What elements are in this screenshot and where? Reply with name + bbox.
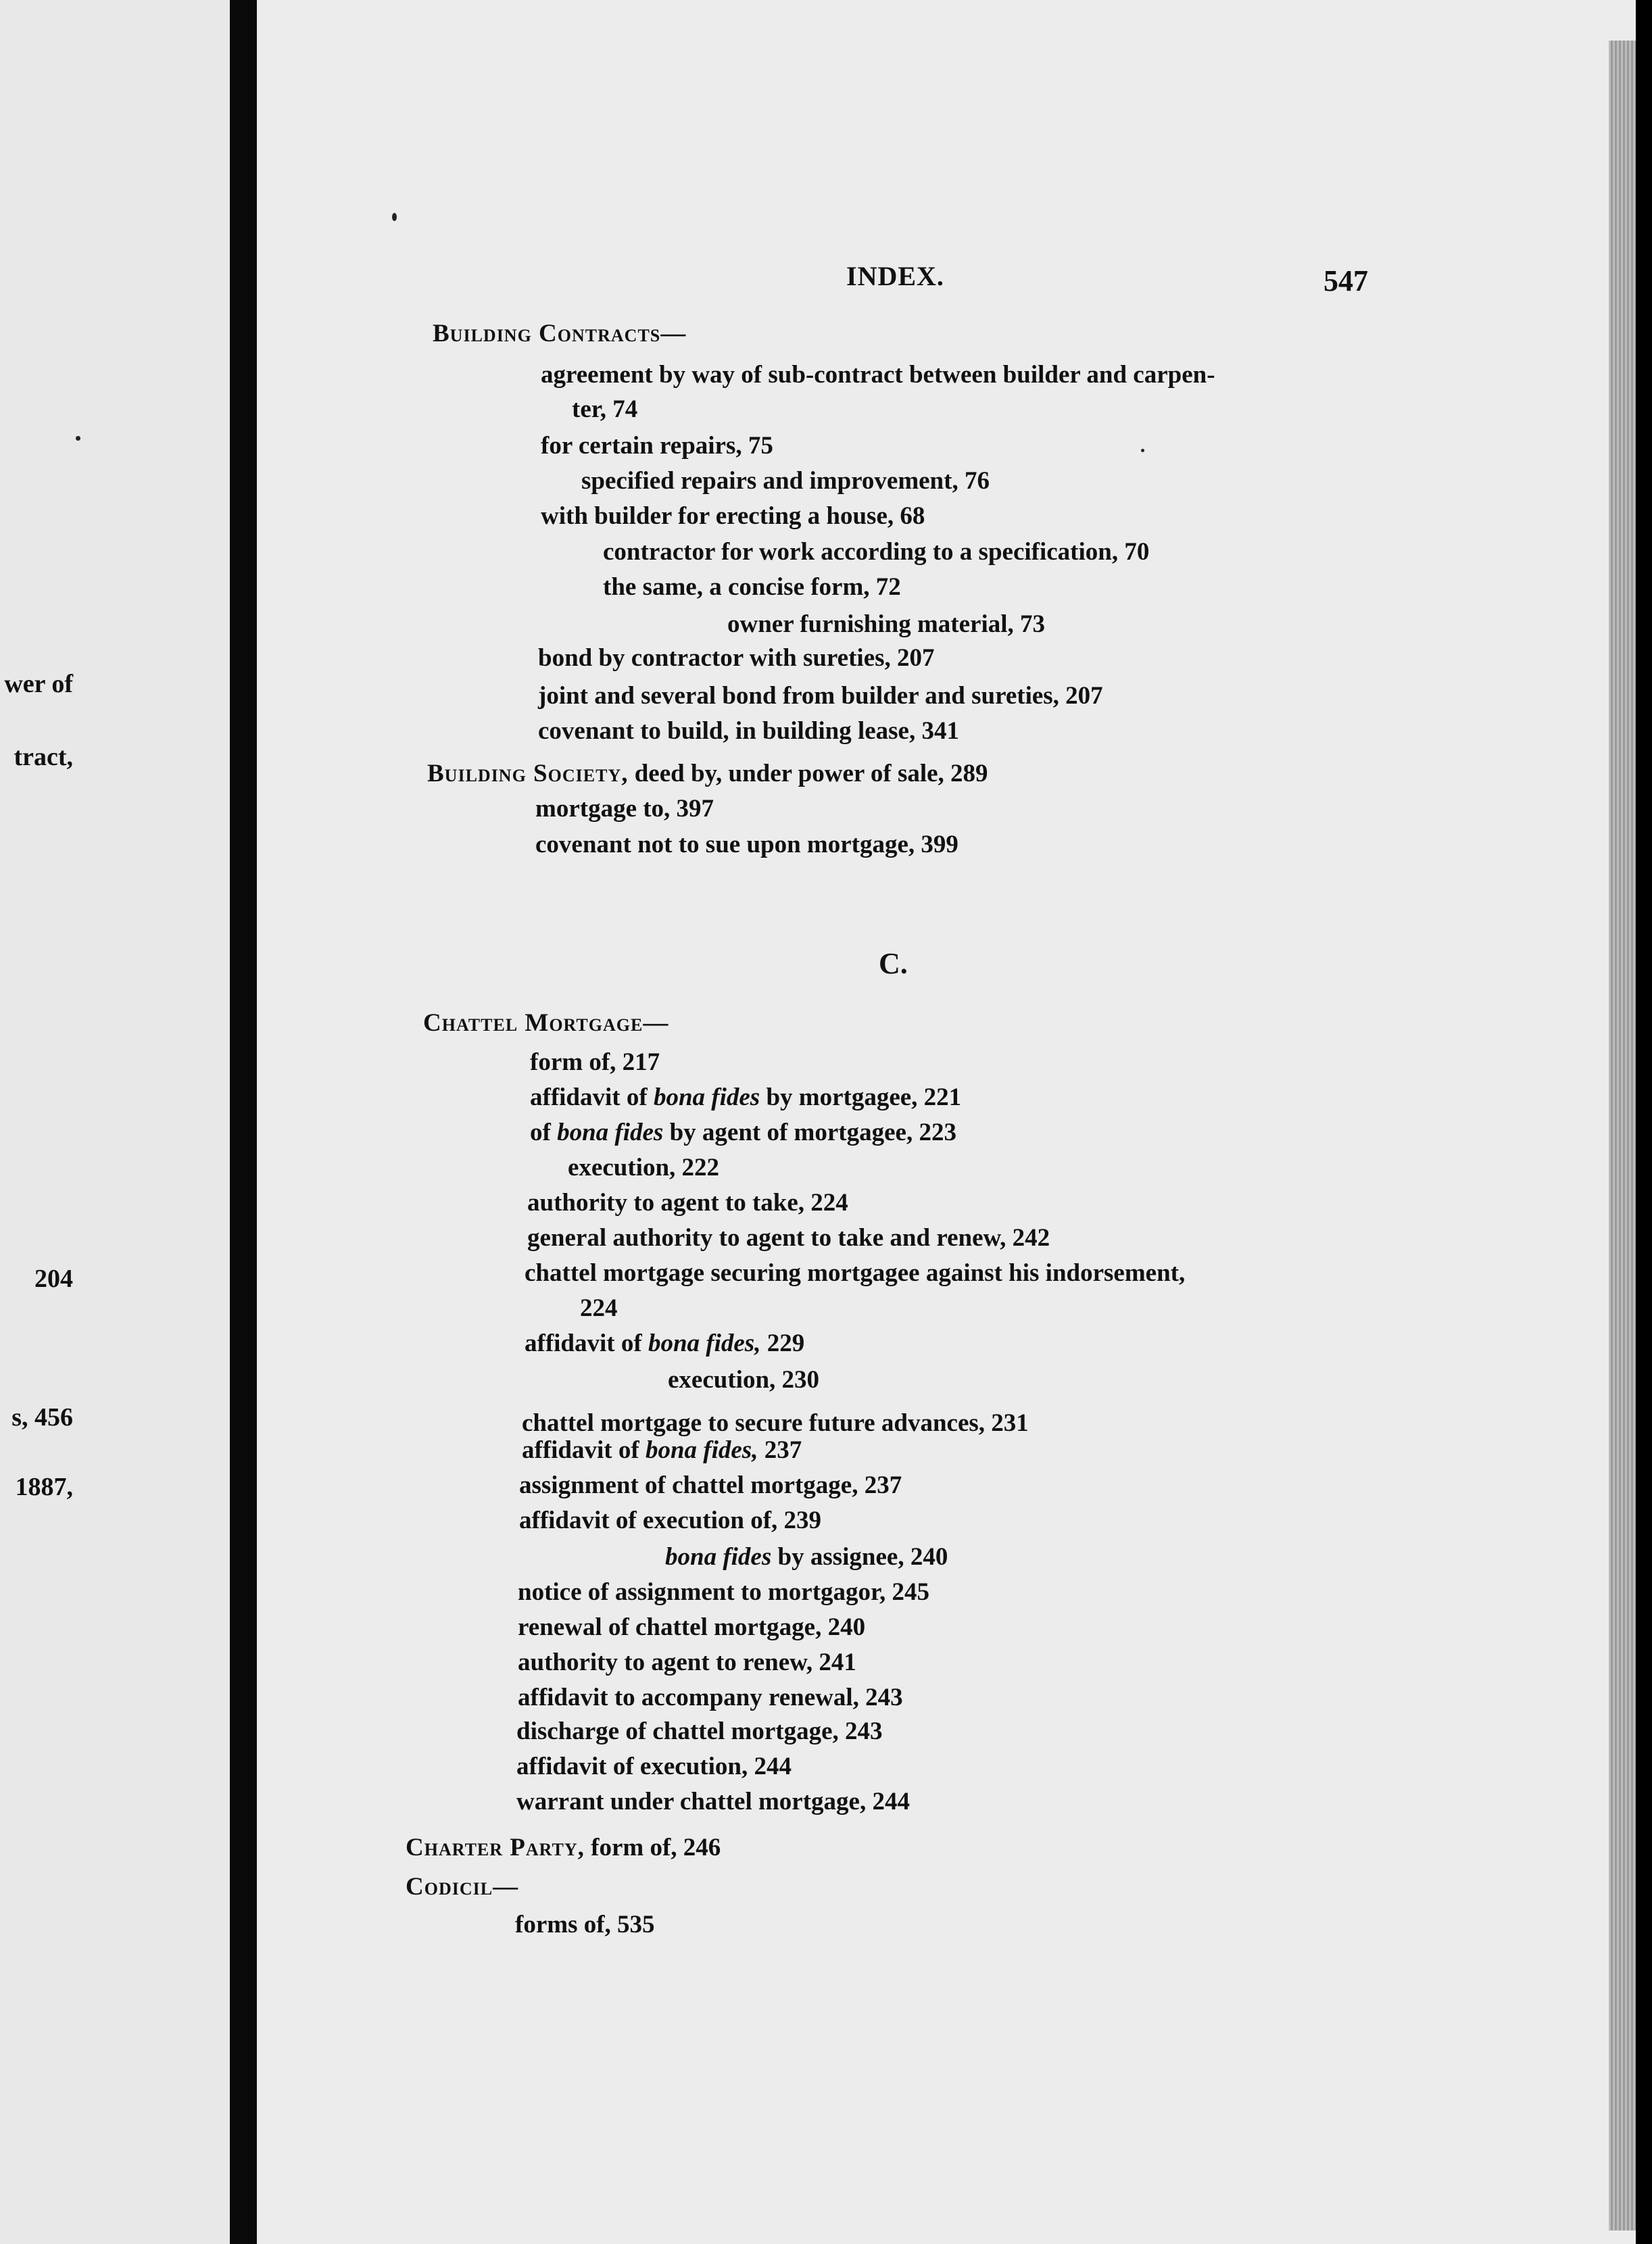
facing-fragment: tract, xyxy=(14,743,73,771)
index-subentry: affidavit of bona fides by mortgagee, 221 xyxy=(530,1083,962,1111)
entry-building-society xyxy=(427,759,988,788)
index-subentry: assignment of chattel mortgage, 237 xyxy=(519,1471,902,1499)
index-subentry: specified repairs and improvement, 76 xyxy=(581,467,990,495)
running-head: INDEX. xyxy=(846,261,944,291)
index-subentry: with builder for erecting a house, 68 xyxy=(541,502,925,530)
entry-heading-charter-party: Charter Party, xyxy=(406,1834,585,1861)
index-subentry: forms of, 535 xyxy=(515,1911,655,1938)
index-subentry: bond by contractor with sureties, 207 xyxy=(538,644,935,672)
index-subentry: authority to agent to renew, 241 xyxy=(518,1649,856,1676)
index-subentry: execution, 230 xyxy=(668,1366,820,1394)
index-subentry: discharge of chattel mortgage, 243 xyxy=(516,1717,883,1745)
index-subentry: affidavit of execution, 244 xyxy=(516,1753,792,1780)
index-subentry: 224 xyxy=(580,1294,618,1322)
index-subentry: chattel mortgage securing mortgagee against his indorsement, xyxy=(525,1259,1186,1287)
facing-fragment: 1887, xyxy=(15,1473,73,1501)
scan-speck xyxy=(76,436,80,441)
index-subentry: for certain repairs, 75 xyxy=(541,432,773,460)
index-subentry: agreement by way of sub-contract between builder and carpen- xyxy=(541,361,1215,389)
index-subentry: execution, 222 xyxy=(568,1154,720,1181)
entry-text: deed by, under power of sale, 289 xyxy=(628,760,988,787)
index-subentry: bona fides by assignee, 240 xyxy=(665,1543,948,1571)
index-subentry: contractor for work according to a specification, 70 xyxy=(603,538,1150,566)
index-subentry: warrant under chattel mortgage, 244 xyxy=(516,1788,910,1815)
page-edge xyxy=(1609,41,1636,2230)
index-subentry: affidavit of bona fides, 237 xyxy=(522,1436,802,1464)
scan-speck xyxy=(1141,449,1144,452)
index-subentry: renewal of chattel mortgage, 240 xyxy=(518,1613,866,1641)
index-subentry: affidavit to accompany renewal, 243 xyxy=(518,1684,903,1711)
index-subentry: joint and several bond from builder and sureties, 207 xyxy=(538,682,1103,710)
index-subentry: form of, 217 xyxy=(530,1048,660,1076)
page-number: 547 xyxy=(1323,264,1368,297)
entry-heading-chattel-mortgage: Chattel Mortgage— xyxy=(423,1009,669,1037)
section-letter: C. xyxy=(879,947,908,980)
index-subentry: authority to agent to take, 224 xyxy=(527,1189,848,1217)
facing-fragment: s, 456 xyxy=(11,1403,73,1432)
facing-fragment: wer of xyxy=(4,670,73,698)
entry-heading-building-society: Building Society, xyxy=(427,760,629,787)
book-gutter xyxy=(230,0,257,2244)
entry-charter-party xyxy=(406,1833,721,1862)
entry-text: form of, 246 xyxy=(584,1834,721,1861)
index-subentry: mortgage to, 397 xyxy=(535,795,714,823)
index-subentry: general authority to agent to take and renew, 242 xyxy=(527,1224,1050,1252)
index-subentry: the same, a concise form, 72 xyxy=(603,573,901,601)
scan-speck xyxy=(392,213,397,221)
entry-heading-building-contracts: Building Contracts— xyxy=(433,320,687,347)
index-subentry: covenant not to sue upon mortgage, 399 xyxy=(535,831,958,858)
index-subentry: covenant to build, in building lease, 341 xyxy=(538,717,959,745)
entry-heading-codicil: Codicil— xyxy=(406,1873,519,1901)
facing-page xyxy=(0,0,230,2244)
index-subentry: of bona fides by agent of mortgagee, 223 xyxy=(530,1119,956,1146)
index-subentry: chattel mortgage to secure future advances, 231 xyxy=(522,1409,1029,1437)
index-subentry: affidavit of bona fides, 229 xyxy=(525,1330,805,1357)
index-subentry: ter, 74 xyxy=(572,395,638,423)
index-subentry: notice of assignment to mortgagor, 245 xyxy=(518,1578,930,1606)
index-subentry: owner furnishing material, 73 xyxy=(727,610,1046,638)
index-subentry: affidavit of execution of, 239 xyxy=(519,1507,822,1534)
facing-fragment: 204 xyxy=(34,1265,73,1293)
